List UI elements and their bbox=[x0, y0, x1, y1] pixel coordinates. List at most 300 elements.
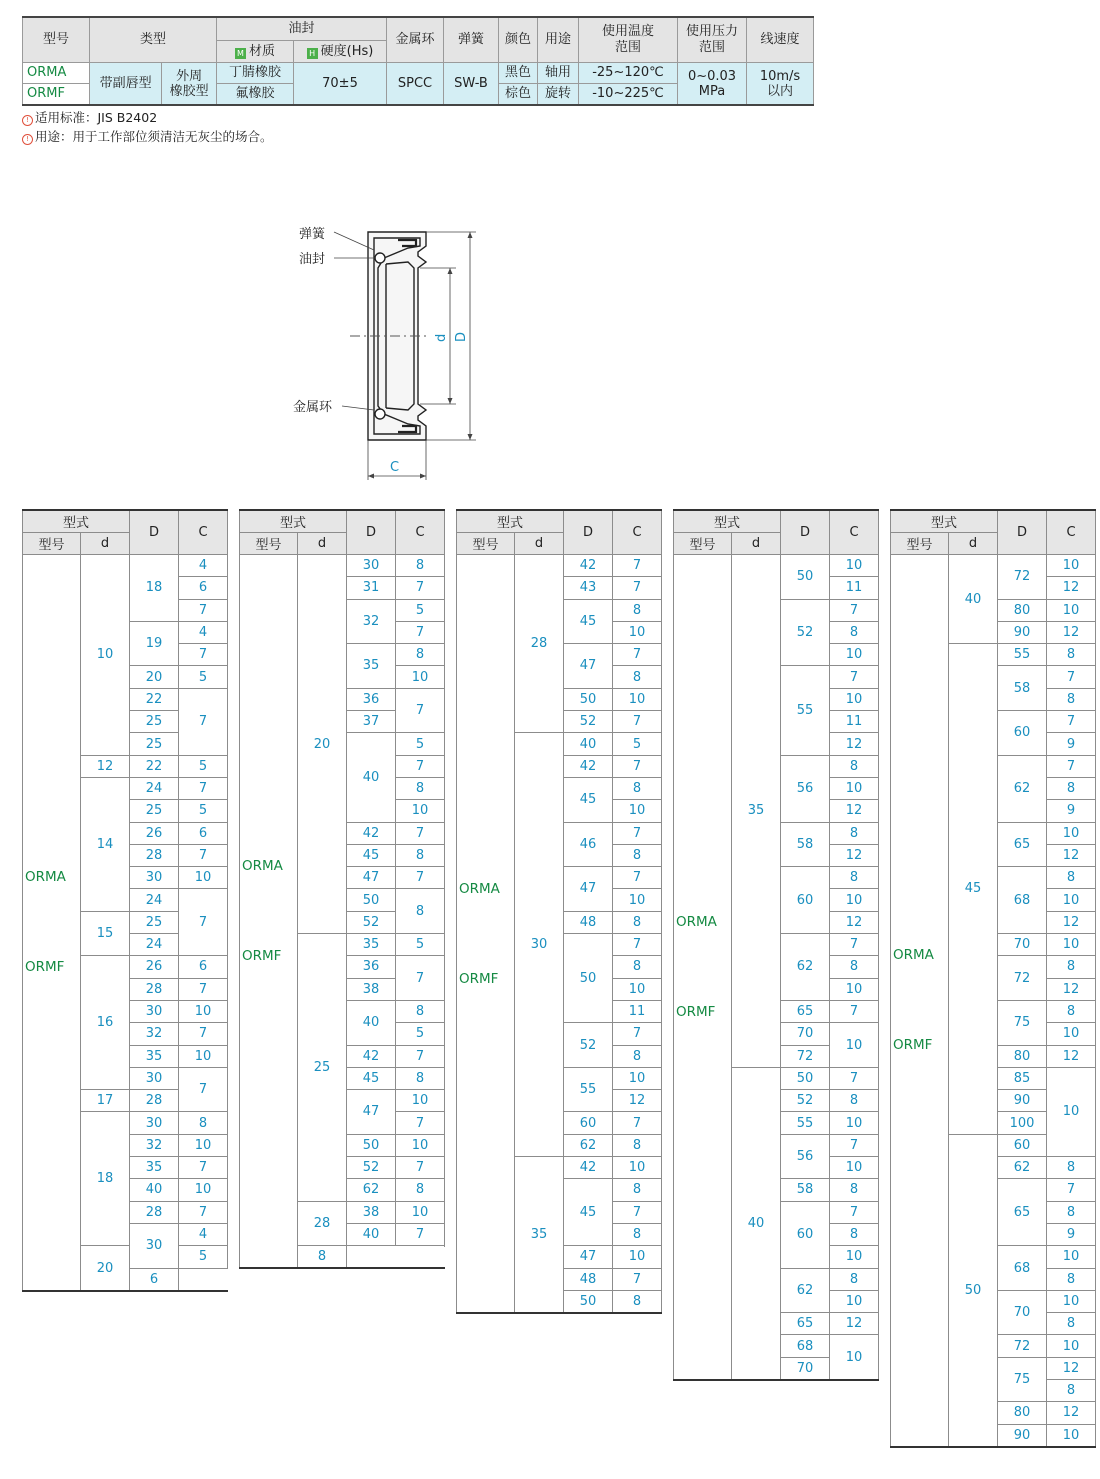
D-cell: 52 bbox=[781, 599, 830, 666]
d-cell: 18 bbox=[81, 1112, 130, 1246]
D-cell: 100 bbox=[998, 1112, 1047, 1134]
C-cell: 12 bbox=[830, 800, 879, 822]
spec-material-orma: 丁腈橡胶 bbox=[217, 63, 294, 84]
D-cell: 45 bbox=[347, 1067, 396, 1089]
D-cell: 90 bbox=[998, 621, 1047, 643]
model-orma: ORMA bbox=[676, 913, 717, 930]
C-cell: 7 bbox=[179, 777, 228, 799]
C-cell: 10 bbox=[830, 1112, 879, 1134]
C-cell: 12 bbox=[1047, 911, 1096, 933]
spec-color-orma: 黑色 bbox=[499, 63, 538, 84]
C-cell: 8 bbox=[613, 1290, 662, 1313]
C-cell: 7 bbox=[613, 711, 662, 733]
C-cell: 10 bbox=[830, 777, 879, 799]
model-ormf: ORMF bbox=[25, 959, 65, 976]
header-form: 型式 bbox=[23, 510, 130, 533]
spec-type2 bbox=[162, 63, 217, 106]
D-cell: 90 bbox=[998, 1090, 1047, 1112]
header-C: C bbox=[1047, 510, 1096, 555]
header-C: C bbox=[830, 510, 879, 555]
C-cell: 10 bbox=[1047, 1424, 1096, 1447]
D-cell: 72 bbox=[998, 956, 1047, 1001]
D-cell: 42 bbox=[564, 555, 613, 577]
D-cell: 56 bbox=[781, 755, 830, 822]
header-d: d bbox=[298, 533, 347, 555]
spec-type2-line2: 橡胶型 bbox=[169, 83, 209, 99]
C-cell: 5 bbox=[179, 755, 228, 777]
C-cell: 9 bbox=[1047, 733, 1096, 755]
D-cell: 30 bbox=[130, 1223, 179, 1268]
D-cell: 25 bbox=[130, 733, 179, 755]
D-cell: 30 bbox=[130, 1000, 179, 1022]
D-cell: 50 bbox=[564, 688, 613, 710]
D-cell: 52 bbox=[347, 1157, 396, 1179]
C-cell: 10 bbox=[179, 1000, 228, 1022]
C-cell: 5 bbox=[396, 934, 445, 956]
C-cell: 8 bbox=[830, 956, 879, 978]
d-cell: 25 bbox=[298, 934, 347, 1202]
spec-temp-ormf: -10~225℃ bbox=[579, 84, 678, 106]
C-cell: 8 bbox=[1047, 644, 1096, 666]
C-cell: 8 bbox=[396, 844, 445, 866]
C-cell: 7 bbox=[396, 1157, 445, 1179]
C-cell: 5 bbox=[179, 800, 228, 822]
C-cell: 10 bbox=[830, 889, 879, 911]
header-temp bbox=[579, 17, 678, 63]
D-cell: 40 bbox=[564, 733, 613, 755]
C-cell: 7 bbox=[1047, 1179, 1096, 1201]
C-cell: 12 bbox=[830, 1313, 879, 1335]
d-cell: 20 bbox=[81, 1246, 130, 1291]
D-cell: 30 bbox=[130, 867, 179, 889]
D-cell: 62 bbox=[781, 1268, 830, 1313]
C-cell: 8 bbox=[613, 956, 662, 978]
C-cell: 7 bbox=[396, 1045, 445, 1067]
model-orma: ORMA bbox=[242, 858, 283, 874]
D-cell: 38 bbox=[347, 978, 396, 1000]
C-cell: 10 bbox=[1047, 934, 1096, 956]
label-D: D bbox=[454, 331, 469, 342]
header-C: C bbox=[396, 510, 445, 555]
C-cell: 7 bbox=[396, 688, 445, 733]
C-cell: 12 bbox=[830, 844, 879, 866]
D-cell: 19 bbox=[130, 621, 179, 666]
D-cell: 72 bbox=[998, 1335, 1047, 1357]
C-cell: 7 bbox=[179, 978, 228, 1000]
D-cell: 52 bbox=[781, 1090, 830, 1112]
D-cell: 45 bbox=[564, 777, 613, 822]
C-cell: 7 bbox=[396, 956, 445, 1001]
D-cell: 25 bbox=[130, 911, 179, 933]
C-cell: 12 bbox=[1047, 1357, 1096, 1379]
header-type: 类型 bbox=[90, 17, 217, 63]
D-cell: 62 bbox=[781, 934, 830, 1001]
C-cell: 6 bbox=[179, 577, 228, 599]
C-cell: 8 bbox=[396, 1179, 445, 1201]
header-model: 型号 bbox=[891, 533, 949, 555]
C-cell: 7 bbox=[179, 644, 228, 666]
d-cell: 35 bbox=[515, 1157, 564, 1314]
C-cell: 12 bbox=[1047, 1045, 1096, 1067]
spec-table bbox=[22, 16, 814, 106]
D-cell: 48 bbox=[564, 911, 613, 933]
C-cell: 7 bbox=[179, 844, 228, 866]
C-cell: 5 bbox=[613, 733, 662, 755]
spec-type1: 带副唇型 bbox=[90, 63, 162, 106]
C-cell: 10 bbox=[1047, 1335, 1096, 1357]
spec-speed-line1: 10m/s bbox=[759, 68, 801, 84]
oil-seal-cross-section-diagram bbox=[290, 218, 490, 484]
header-color: 颜色 bbox=[499, 17, 538, 63]
spec-pressure-line1: 0~0.03 bbox=[687, 68, 737, 84]
header-pressure-line1: 使用压力 bbox=[685, 24, 738, 39]
C-cell: 10 bbox=[613, 800, 662, 822]
C-cell: 8 bbox=[179, 1112, 228, 1134]
D-cell: 40 bbox=[347, 1223, 396, 1245]
C-cell: 8 bbox=[1047, 777, 1096, 799]
D-cell: 35 bbox=[130, 1045, 179, 1067]
C-cell: 10 bbox=[830, 1335, 879, 1380]
C-cell: 8 bbox=[1047, 867, 1096, 889]
C-cell: 7 bbox=[396, 822, 445, 844]
model-cell bbox=[240, 555, 298, 1269]
model-orma: ORMA bbox=[893, 947, 934, 964]
header-model: 型号 bbox=[674, 533, 732, 555]
table-row bbox=[240, 555, 445, 577]
D-cell: 70 bbox=[998, 934, 1047, 956]
D-cell: 80 bbox=[998, 1402, 1047, 1424]
C-cell: 7 bbox=[396, 755, 445, 777]
D-cell: 50 bbox=[781, 555, 830, 600]
d-cell: 15 bbox=[81, 911, 130, 956]
info-icon: ! bbox=[22, 115, 33, 126]
C-cell: 8 bbox=[830, 822, 879, 844]
header-metal-ring: 金属环 bbox=[387, 17, 444, 63]
C-cell: 8 bbox=[613, 1045, 662, 1067]
C-cell: 10 bbox=[1047, 889, 1096, 911]
D-cell: 60 bbox=[998, 711, 1047, 756]
C-cell: 7 bbox=[830, 599, 879, 621]
D-cell: 35 bbox=[130, 1157, 179, 1179]
C-cell: 8 bbox=[613, 1134, 662, 1156]
label-metal-ring: 金属环 bbox=[293, 400, 333, 415]
D-cell: 48 bbox=[564, 1268, 613, 1290]
C-cell: 7 bbox=[613, 822, 662, 844]
spec-usage-2: 旋转 bbox=[538, 84, 579, 106]
C-cell: 5 bbox=[179, 666, 228, 688]
spec-type2-line1: 外周 bbox=[176, 68, 203, 84]
header-usage: 用途 bbox=[538, 17, 579, 63]
model-orma: ORMA bbox=[25, 869, 66, 886]
model-cell bbox=[674, 555, 732, 1380]
C-cell: 10 bbox=[613, 978, 662, 1000]
C-cell: 8 bbox=[830, 1268, 879, 1290]
C-cell: 7 bbox=[179, 1201, 228, 1223]
D-cell: 65 bbox=[998, 1179, 1047, 1246]
D-cell: 35 bbox=[347, 934, 396, 956]
C-cell: 12 bbox=[1047, 577, 1096, 599]
C-cell: 12 bbox=[613, 1090, 662, 1112]
C-cell: 8 bbox=[396, 889, 445, 934]
C-cell: 5 bbox=[396, 733, 445, 755]
header-model: 型号 bbox=[23, 533, 81, 555]
D-cell: 62 bbox=[998, 755, 1047, 822]
C-cell: 8 bbox=[830, 621, 879, 643]
header-material-label: 材质 bbox=[248, 43, 275, 59]
D-cell: 24 bbox=[130, 889, 179, 911]
C-cell: 10 bbox=[613, 889, 662, 911]
label-d: d bbox=[434, 333, 449, 342]
C-cell: 10 bbox=[830, 688, 879, 710]
header-d: d bbox=[81, 533, 130, 555]
header-pressure-line2: 范围 bbox=[698, 40, 725, 55]
note-usage bbox=[22, 127, 273, 145]
C-cell: 8 bbox=[396, 555, 445, 577]
C-cell: 5 bbox=[396, 1023, 445, 1045]
table-row bbox=[23, 555, 228, 577]
C-cell: 8 bbox=[1047, 1379, 1096, 1401]
D-cell: 58 bbox=[998, 666, 1047, 711]
model-cell bbox=[457, 555, 515, 1314]
d-cell: 45 bbox=[949, 644, 998, 1135]
D-cell: 42 bbox=[564, 1157, 613, 1179]
spec-code-orma: ORMA bbox=[23, 63, 90, 84]
C-cell: 7 bbox=[1047, 711, 1096, 733]
header-D: D bbox=[998, 510, 1047, 555]
C-cell: 12 bbox=[830, 911, 879, 933]
D-cell: 26 bbox=[130, 822, 179, 844]
D-cell: 58 bbox=[781, 822, 830, 867]
C-cell: 12 bbox=[830, 733, 879, 755]
C-cell: 10 bbox=[830, 1023, 879, 1068]
C-cell: 9 bbox=[1047, 1223, 1096, 1245]
C-cell: 10 bbox=[613, 1067, 662, 1089]
dimension-table-4 bbox=[673, 509, 879, 1381]
C-cell: 8 bbox=[613, 911, 662, 933]
C-cell: 10 bbox=[830, 978, 879, 1000]
D-cell: 31 bbox=[347, 577, 396, 599]
D-cell: 28 bbox=[130, 1090, 179, 1112]
header-C: C bbox=[613, 510, 662, 555]
D-cell: 40 bbox=[347, 733, 396, 822]
C-cell: 6 bbox=[179, 956, 228, 978]
C-cell: 7 bbox=[613, 1268, 662, 1290]
C-cell: 7 bbox=[396, 577, 445, 599]
D-cell: 50 bbox=[564, 1290, 613, 1313]
C-cell: 8 bbox=[613, 599, 662, 621]
D-cell: 24 bbox=[130, 934, 179, 956]
C-cell: 7 bbox=[613, 1023, 662, 1045]
D-cell: 68 bbox=[781, 1335, 830, 1357]
D-cell: 90 bbox=[998, 1424, 1047, 1447]
spec-speed-line2: 以内 bbox=[766, 83, 793, 99]
C-cell: 10 bbox=[396, 800, 445, 822]
header-speed: 线速度 bbox=[747, 17, 814, 63]
C-cell: 10 bbox=[396, 1134, 445, 1156]
header-d: d bbox=[515, 533, 564, 555]
header-hardness-label: 硬度(Hs) bbox=[320, 43, 374, 59]
D-cell: 72 bbox=[998, 555, 1047, 600]
D-cell: 45 bbox=[564, 599, 613, 644]
C-cell: 7 bbox=[396, 1223, 445, 1245]
C-cell: 7 bbox=[830, 1201, 879, 1223]
C-cell: 10 bbox=[613, 621, 662, 643]
D-cell: 75 bbox=[998, 1357, 1047, 1402]
spec-metal-ring: SPCC bbox=[387, 63, 444, 106]
C-cell: 5 bbox=[179, 1246, 228, 1268]
C-cell: 8 bbox=[1047, 1313, 1096, 1335]
C-cell: 7 bbox=[179, 599, 228, 621]
C-cell: 7 bbox=[179, 889, 228, 956]
header-spring: 弹簧 bbox=[444, 17, 499, 63]
info-icon: ! bbox=[22, 134, 33, 145]
C-cell: 7 bbox=[830, 934, 879, 956]
D-cell: 75 bbox=[998, 1000, 1047, 1045]
D-cell: 50 bbox=[564, 934, 613, 1023]
header-form: 型式 bbox=[457, 510, 564, 533]
C-cell: 8 bbox=[830, 1090, 879, 1112]
d-cell: 30 bbox=[515, 733, 564, 1157]
D-cell: 56 bbox=[781, 1134, 830, 1179]
d-cell: 40 bbox=[732, 1067, 781, 1380]
D-cell: 62 bbox=[347, 1179, 396, 1201]
C-cell: 10 bbox=[613, 688, 662, 710]
D-cell: 60 bbox=[998, 1134, 1047, 1156]
C-cell: 7 bbox=[613, 1112, 662, 1134]
C-cell: 12 bbox=[1047, 621, 1096, 643]
D-cell: 47 bbox=[564, 644, 613, 689]
header-D: D bbox=[347, 510, 396, 555]
C-cell: 10 bbox=[1047, 822, 1096, 844]
C-cell: 7 bbox=[1047, 755, 1096, 777]
C-cell: 6 bbox=[179, 822, 228, 844]
header-model: 型号 bbox=[23, 17, 90, 63]
C-cell: 11 bbox=[830, 711, 879, 733]
C-cell: 8 bbox=[1047, 956, 1096, 978]
D-cell: 50 bbox=[781, 1067, 830, 1089]
header-d: d bbox=[732, 533, 781, 555]
D-cell: 24 bbox=[130, 777, 179, 799]
C-cell: 7 bbox=[396, 621, 445, 643]
C-cell: 10 bbox=[1047, 555, 1096, 577]
C-cell: 10 bbox=[1047, 599, 1096, 621]
C-cell: 7 bbox=[613, 755, 662, 777]
D-cell: 26 bbox=[130, 956, 179, 978]
C-cell: 7 bbox=[179, 1067, 228, 1112]
D-cell: 65 bbox=[781, 1000, 830, 1022]
D-cell: 47 bbox=[347, 1090, 396, 1135]
C-cell: 8 bbox=[396, 644, 445, 666]
D-cell: 45 bbox=[347, 844, 396, 866]
header-model: 型号 bbox=[457, 533, 515, 555]
C-cell: 10 bbox=[179, 1179, 228, 1201]
d-cell: 40 bbox=[949, 555, 998, 644]
D-cell: 30 bbox=[130, 1112, 179, 1134]
D-cell: 25 bbox=[130, 800, 179, 822]
header-C: C bbox=[179, 510, 228, 555]
D-cell: 22 bbox=[130, 755, 179, 777]
D-cell: 55 bbox=[781, 666, 830, 755]
hardness-tag-icon: H bbox=[307, 48, 318, 59]
model-ormf: ORMF bbox=[893, 1037, 933, 1054]
model-ormf: ORMF bbox=[676, 1003, 716, 1020]
C-cell: 8 bbox=[396, 1000, 445, 1022]
C-cell: 8 bbox=[613, 1179, 662, 1201]
C-cell: 10 bbox=[396, 1090, 445, 1112]
D-cell: 30 bbox=[130, 1067, 179, 1089]
label-spring: 弹簧 bbox=[299, 227, 326, 242]
dimension-table-3 bbox=[456, 509, 662, 1314]
header-D: D bbox=[564, 510, 613, 555]
note-standard bbox=[22, 108, 157, 126]
D-cell: 65 bbox=[781, 1313, 830, 1335]
C-cell: 7 bbox=[830, 666, 879, 688]
d-cell: 35 bbox=[732, 555, 781, 1068]
C-cell: 10 bbox=[1047, 1067, 1096, 1156]
C-cell: 10 bbox=[396, 666, 445, 688]
spec-usage-1: 轴用 bbox=[538, 63, 579, 84]
spec-code-ormf: ORMF bbox=[23, 84, 90, 106]
D-cell: 55 bbox=[781, 1112, 830, 1134]
C-cell: 8 bbox=[1047, 1157, 1096, 1179]
header-model: 型号 bbox=[240, 533, 298, 555]
D-cell: 36 bbox=[347, 688, 396, 710]
d-cell: 14 bbox=[81, 777, 130, 911]
model-cell bbox=[23, 555, 81, 1291]
C-cell: 8 bbox=[613, 777, 662, 799]
C-cell: 7 bbox=[613, 1201, 662, 1223]
C-cell: 10 bbox=[830, 1246, 879, 1268]
C-cell: 12 bbox=[1047, 1402, 1096, 1424]
header-form: 型式 bbox=[891, 510, 998, 533]
model-orma: ORMA bbox=[459, 880, 500, 897]
spec-color-ormf: 棕色 bbox=[499, 84, 538, 106]
C-cell: 7 bbox=[179, 688, 228, 755]
D-cell: 43 bbox=[564, 577, 613, 599]
D-cell: 28 bbox=[130, 978, 179, 1000]
D-cell: 40 bbox=[130, 1179, 179, 1201]
D-cell: 36 bbox=[347, 956, 396, 978]
C-cell: 7 bbox=[179, 1157, 228, 1179]
d-cell: 10 bbox=[81, 555, 130, 756]
note-usage-text: 用途：用于工作部位须清洁无灰尘的场合。 bbox=[35, 129, 273, 144]
table-row bbox=[674, 555, 879, 577]
D-cell: 28 bbox=[130, 1201, 179, 1223]
C-cell: 8 bbox=[298, 1246, 347, 1268]
D-cell: 55 bbox=[998, 644, 1047, 666]
C-cell: 7 bbox=[1047, 666, 1096, 688]
header-temp-line2: 范围 bbox=[614, 40, 641, 55]
C-cell: 10 bbox=[830, 644, 879, 666]
D-cell: 55 bbox=[564, 1067, 613, 1112]
model-cell bbox=[891, 555, 949, 1447]
D-cell: 60 bbox=[564, 1112, 613, 1134]
spec-pressure-line2: MPa bbox=[698, 83, 726, 99]
D-cell: 50 bbox=[347, 889, 396, 911]
spec-hardness: 70±5 bbox=[294, 63, 387, 106]
header-D: D bbox=[781, 510, 830, 555]
D-cell: 52 bbox=[347, 911, 396, 933]
spec-speed bbox=[747, 63, 814, 106]
spec-spring: SW-B bbox=[444, 63, 499, 106]
D-cell: 35 bbox=[347, 644, 396, 689]
D-cell: 70 bbox=[998, 1290, 1047, 1335]
C-cell: 4 bbox=[179, 555, 228, 577]
D-cell: 80 bbox=[998, 1045, 1047, 1067]
D-cell: 32 bbox=[130, 1134, 179, 1156]
C-cell: 10 bbox=[179, 1134, 228, 1156]
C-cell: 11 bbox=[830, 577, 879, 599]
